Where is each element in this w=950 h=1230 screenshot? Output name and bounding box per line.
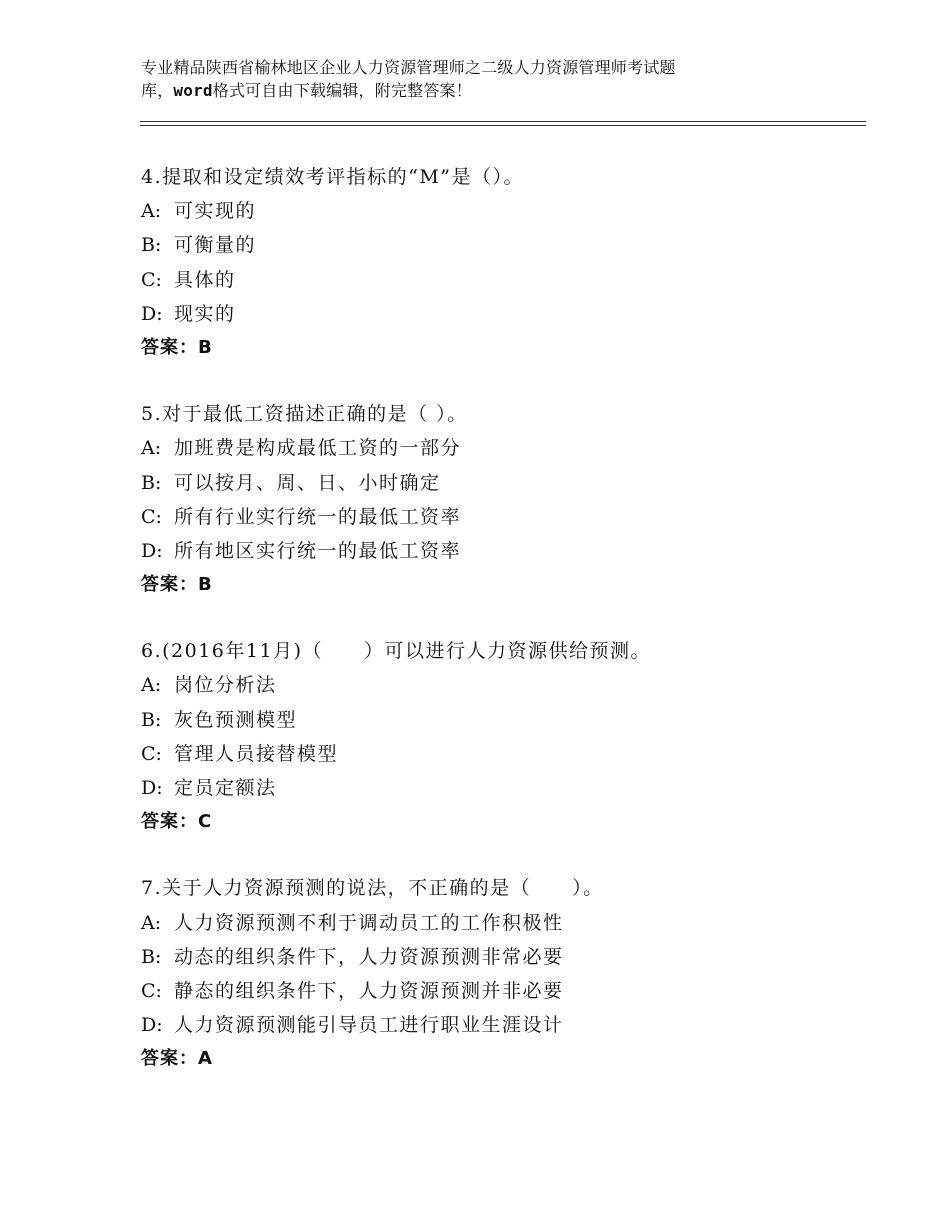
- answer-label: 答案：: [141, 336, 198, 358]
- option-c: [141, 263, 861, 297]
- option-key: A:: [141, 674, 162, 697]
- option-key: D:: [141, 777, 163, 799]
- question-list: [141, 160, 861, 1109]
- option-text: 所有地区实行统一的最低工资率: [174, 539, 462, 562]
- option-a: [141, 668, 861, 702]
- option-c: [141, 737, 861, 771]
- option-key: C:: [141, 268, 162, 291]
- option-c: [141, 500, 861, 534]
- option-text: 可实现的: [174, 200, 257, 223]
- option-key: D:: [141, 302, 163, 325]
- question-stem: 7.关于人力资源预测的说法，不正确的是（ ）。: [141, 877, 604, 900]
- question-stem: 6.(2016年11月)（ ）可以进行人力资源供给预测。: [141, 640, 651, 663]
- option-b: [141, 466, 861, 500]
- answer-value: B: [198, 574, 213, 596]
- question-7: [141, 871, 861, 1076]
- option-text: 加班费是构成最低工资的一部分: [174, 437, 462, 460]
- option-text: 现实的: [174, 302, 236, 325]
- answer-label: 答案：: [141, 1048, 198, 1070]
- answer: [141, 568, 861, 602]
- answer-value: A: [198, 1048, 213, 1070]
- option-text: 静态的组织条件下，人力资源预测并非必要: [174, 979, 564, 1002]
- option-key: A:: [141, 437, 162, 460]
- option-key: B:: [141, 708, 162, 731]
- option-text: 具体的: [174, 268, 236, 291]
- header-title-line-2: [141, 79, 781, 102]
- option-d: [141, 771, 861, 805]
- option-text: 动态的组织条件下，人力资源预测非常必要: [174, 945, 564, 968]
- answer: [141, 805, 861, 839]
- answer-label: 答案：: [141, 574, 198, 596]
- option-a: [141, 431, 861, 465]
- header-title-word: word: [173, 81, 213, 100]
- option-b: [141, 703, 861, 737]
- answer-value: C: [198, 811, 213, 833]
- option-key: A:: [141, 911, 162, 934]
- question-stem: 5.对于最低工资描述正确的是（ ）。: [141, 403, 468, 426]
- answer-label: 答案：: [141, 811, 198, 833]
- option-text: 灰色预测模型: [174, 708, 298, 731]
- option-a: [141, 906, 861, 940]
- option-text: 管理人员接替模型: [174, 742, 339, 765]
- option-text: 所有行业实行统一的最低工资率: [174, 505, 462, 528]
- option-text: 人力资源预测不利于调动员工的工作积极性: [174, 911, 564, 934]
- header-title-line-2-prefix: 库，: [141, 81, 174, 100]
- option-key: B:: [141, 471, 162, 494]
- option-a: [141, 194, 861, 228]
- answer: [141, 331, 861, 365]
- option-key: B:: [141, 234, 162, 257]
- answer: [141, 1042, 861, 1076]
- header-title-line-1: 专业精品陕西省榆林地区企业人力资源管理师之二级人力资源管理师考试题: [141, 58, 676, 77]
- option-key: C:: [141, 979, 162, 1002]
- question-5: [141, 397, 861, 602]
- option-key: B:: [141, 945, 162, 968]
- question-4: [141, 160, 861, 365]
- option-b: [141, 228, 861, 262]
- option-text: 定员定额法: [174, 777, 277, 799]
- question-6: [141, 634, 861, 839]
- option-key: C:: [141, 505, 162, 528]
- option-text: 岗位分析法: [174, 674, 277, 697]
- option-key: D:: [141, 1014, 163, 1037]
- option-text: 可以按月、周、日、小时确定: [174, 471, 441, 494]
- answer-value: B: [198, 336, 213, 358]
- header-title-line-2-suffix: 格式可自由下载编辑，附完整答案！: [212, 81, 472, 100]
- option-d: [141, 1008, 861, 1042]
- option-text: 人力资源预测能引导员工进行职业生涯设计: [174, 1014, 564, 1037]
- option-key: D:: [141, 539, 163, 562]
- option-d: [141, 534, 861, 568]
- option-key: C:: [141, 742, 162, 765]
- header-divider: [140, 121, 866, 126]
- option-text: 可衡量的: [174, 234, 257, 257]
- document-header: [141, 56, 781, 102]
- option-c: [141, 974, 861, 1008]
- option-b: [141, 940, 861, 974]
- question-stem: 4.提取和设定绩效考评指标的“M”是（）。: [141, 166, 525, 188]
- option-d: [141, 297, 861, 331]
- option-key: A:: [141, 200, 162, 223]
